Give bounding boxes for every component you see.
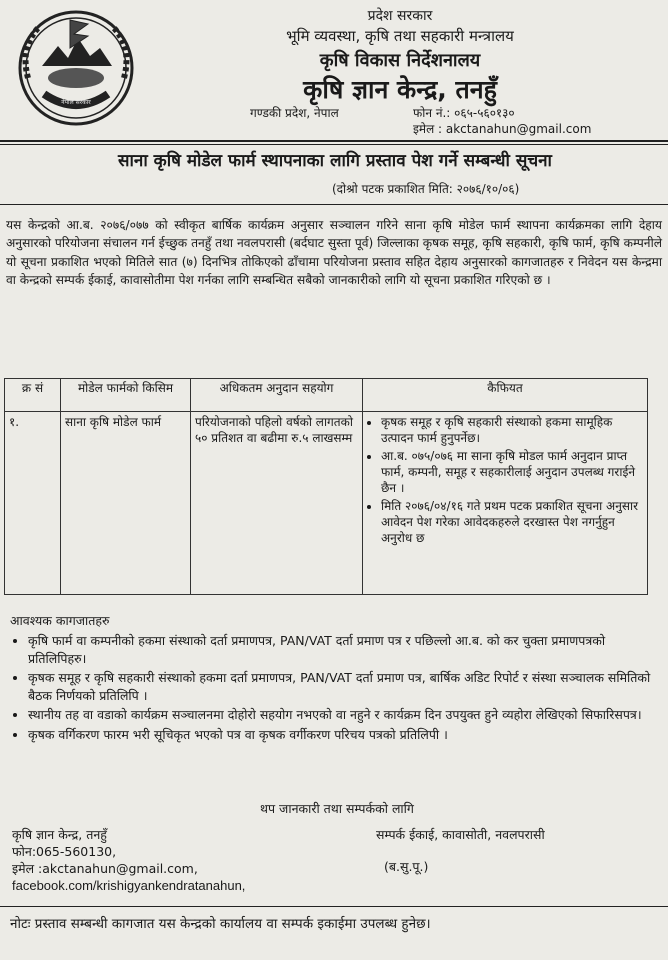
col-header-sn: क्र सं [5, 379, 61, 412]
footer-note: नोटः प्रस्ताव सम्बन्धी कागजात यस केन्द्रको कार्यालय वा सम्पर्क इकाईमा उपलब्ध हुनेछ। [10, 916, 431, 932]
office-name: कृषि ज्ञान केन्द्र, तनहुँ [12, 827, 107, 842]
cell-sn: १. [5, 412, 61, 595]
office-phone: फोन:065-560130, [12, 844, 117, 859]
header-divider-thin [0, 144, 668, 145]
program-table [4, 378, 648, 595]
office-email: इमेल :akctanahun@gmail.com, [12, 861, 198, 876]
header-line-ministry: भूमि व्यवस्था, कृषि तथा सहकारी मन्त्रालय [286, 27, 514, 45]
remark-item: • आ.ब. ०७५/०७६ मा साना कृषि मोडल फार्म अनुदान प्राप्त फार्म, कम्पनी, समूह र सहकारीलाई अनुदान उपलब्ध गराईने छैन । [381, 448, 643, 496]
contact-area: (ब.सु.पू.) [384, 859, 429, 874]
header-line-directorate: कृषि विकास निर्देशनालय [319, 50, 481, 71]
list-item: • कृषक वर्गिकरण फारम भरी सूचिकृत भएको पत्र वा कृषक वर्गीकरण परिचय पत्रको प्रतिलिपी । [28, 726, 660, 744]
header-line-province: प्रदेश सरकार [367, 8, 433, 24]
office-contact-block [12, 826, 245, 894]
list-item: • कृषक समूह र कृषि सहकारी संस्थाको हकमा दर्ता प्रमाणपत्र, PAN/VAT दर्ता प्रमाण पत्र, बार्षिक अडिट रिपोर्ट र संस्था सञ्चालक समितिको बैठक निर्णयको प्रतिलिपि । [28, 669, 660, 704]
header-address: गण्डकी प्रदेश, नेपाल [250, 106, 339, 120]
title-divider [0, 204, 668, 205]
table-header-row [5, 379, 648, 412]
svg-text:नेपाल सरकार: नेपाल सरकार [61, 99, 91, 106]
cell-type: साना कृषि मोडेल फार्म [61, 412, 191, 595]
col-header-type: मोडेल फार्मको किसिम [61, 379, 191, 412]
required-docs-heading: आवश्यक कागजातहरु [10, 613, 110, 628]
notice-title: साना कृषि मोडेल फार्म स्थापनाका लागि प्रस्ताव पेश गर्ने सम्बन्धी सूचना [118, 151, 552, 171]
notice-body: यस केन्द्रको आ.ब. २०७६/०७७ को स्वीकृत बार्षिक कार्यक्रम अनुसार सञ्चालन गरिने साना कृषि मोडेल फार्म स्थापना कार्यक्रमका लागि देहाय अनुसारको परियोजना संचालन गर्न ईच्छुक तनहुँ तथा नवलपरासी (बर्दघाट सुस्ता पूर्व) जिल्लाका कृषक समूह, कृषि सहकारी, कृषि फार्म, कृषि कम्पनीले यो सूचना प्रकाशित भएको मितिले सात (७) दिनभित्र तोकिएको ढाँचामा परियोजना प्रस्ताव सहित देहाय अनुसारको कागजातहरु र निवेदन यस केन्द्रमा वा केन्द्रको सम्पर्क ईकाई, कावासोतीमा पेश गर्नका लागि सम्बन्धित सबैको जानकारीको लागि यो सूचना प्रकाशित गरिएको छ । [6, 218, 662, 287]
office-facebook: facebook.com/krishigyankendratanahun, [12, 878, 246, 893]
contact-unit: सम्पर्क ईकाई, कावासोती, नवलपरासी [376, 827, 545, 842]
header-email: इमेल : akctanahun@gmail.com [413, 122, 592, 136]
col-header-remarks: कैफियत [363, 379, 648, 412]
cell-remarks [363, 412, 648, 595]
header-phone: फोन नं.: ०६५-५६०१३० [413, 106, 515, 120]
remark-item: • कृषक समूह र कृषि सहकारी संस्थाको हकमा सामूहिक उत्पादन फार्म हुनुपर्नेछ। [381, 414, 643, 446]
remark-item: • मिति २०७६/०४/१६ गते प्रथम पटक प्रकाशित सूचना अनुसार आवेदन पेश गरेका आवेदकहरुले दरखास्त पेश नगर्नुहुन अनुरोध छ [381, 498, 643, 546]
col-header-grant: अधिकतम अनुदान सहयोग [191, 379, 363, 412]
note-divider [0, 906, 668, 907]
table-row [5, 412, 648, 595]
nepal-government-emblem [14, 8, 138, 128]
header-line-office: कृषि ज्ञान केन्द्र, तनहुँ [303, 75, 497, 104]
list-item: • कृषि फार्म वा कम्पनीको हकमा संस्थाको दर्ता प्रमाणपत्र, PAN/VAT दर्ता प्रमाण पत्र र पछिल्लो आ.ब. को कर चुक्ता प्रमाणपत्रको प्रतिलिपिहरु। [28, 632, 660, 667]
list-item: • स्थानीय तह वा वडाको कार्यक्रम सञ्चालनमा दोहोरो सहयोग नभएको वा नहुने र कार्यक्रम दिन उपयुक्त हुने व्यहोरा लेखिएको सिफारिसपत्र। [28, 706, 660, 724]
header-divider [0, 140, 668, 142]
publication-date: (दोश्रो पटक प्रकाशित मिति: २०७६/१०/०६) [332, 182, 520, 196]
more-info-heading: थप जानकारी तथा सम्पर्कको लागि [260, 801, 414, 816]
required-docs-list [10, 632, 660, 745]
cell-grant: परियोजनाको पहिलो वर्षको लागतको ५० प्रतिशत वा बढीमा रु.५ लाखसम्म [191, 412, 363, 595]
